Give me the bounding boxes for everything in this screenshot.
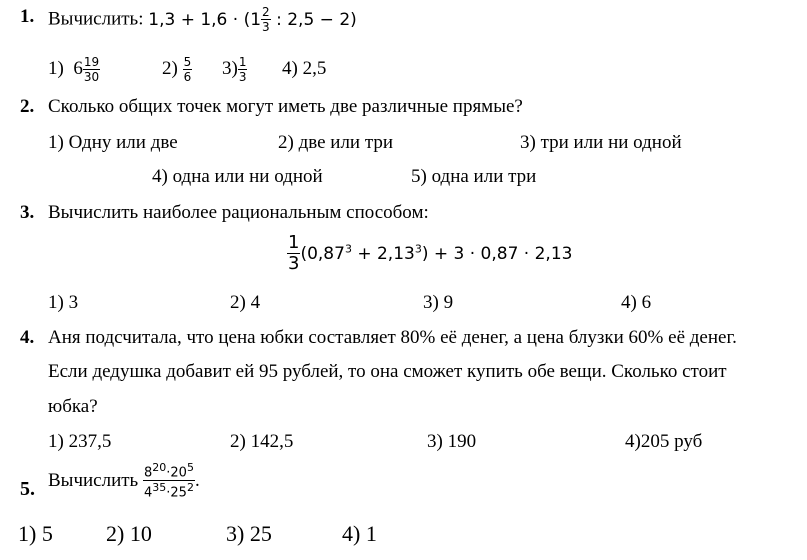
q3-text: Вычислить наиболее рациональным способом: [48, 202, 429, 223]
q3-number: 3. [20, 202, 35, 223]
q5-num-a-exp: 20 [152, 461, 167, 474]
q3-exp-b: 3 [414, 242, 422, 256]
q4-line-1: Аня подсчитала, что цена юбки составляет 80% её денег, а цена блузки 60% её денег. [48, 327, 737, 348]
q1-opt2-den: 6 [183, 70, 192, 84]
q5-option-4: 4) 1 [342, 521, 377, 546]
q1-opt3-den: 3 [238, 70, 247, 84]
q2-text: Сколько общих точек могут иметь две различные прямые? [48, 96, 523, 117]
q1-expr-start: 1,3 + 1,6 · (1 [148, 9, 262, 30]
q1-number: 1. [20, 6, 35, 27]
q1-option-1 [48, 56, 100, 83]
q1-opt3-fraction [238, 56, 248, 83]
q2-option-4: 4) одна или ни одной [152, 166, 323, 187]
q1-opt1-den: 30 [83, 70, 100, 84]
q1-opt1-fraction [83, 56, 100, 83]
q5-den-b: ·25 [166, 485, 187, 501]
q1-opt2-num: 5 [183, 55, 192, 69]
q1-mixed-fraction [261, 6, 271, 33]
q1-opt2-fraction [183, 56, 193, 83]
q5-den-a: 4 [143, 485, 153, 501]
q4-option-2: 2) 142,5 [230, 431, 294, 452]
q1-opt2-label: 2) [162, 57, 178, 79]
q5-option-1: 1) 5 [18, 521, 53, 546]
q2-option-2: 2) две или три [278, 132, 394, 153]
q2-option-1: 1) Одну или две [48, 132, 178, 153]
q3-frac-den: 3 [288, 253, 300, 274]
q5-option-3: 3) 25 [226, 521, 272, 546]
q1-opt1-label: 1) [48, 57, 64, 79]
q3-expr-a: (0,87 [300, 244, 345, 265]
q3-option-1: 1) 3 [48, 292, 79, 313]
q4-line-3: юбка? [48, 396, 98, 417]
q5-num-a: 8 [143, 465, 153, 481]
q4-number: 4. [20, 327, 35, 348]
q3-expr-b: + 2,13 [351, 244, 415, 265]
q4-option-4: 4)205 руб [625, 431, 703, 452]
q1-expression [148, 5, 357, 34]
q3-exp-a: 3 [344, 242, 352, 256]
q5-fraction [143, 462, 195, 500]
q5-den-b-exp: 2 [186, 481, 194, 495]
q5-denominator [143, 481, 195, 499]
q4-option-3: 3) 190 [427, 431, 477, 452]
q1-line [48, 6, 357, 33]
q3-expression [287, 234, 572, 273]
q5-number: 5. [20, 478, 35, 500]
q5-num-b: ·20 [166, 465, 187, 481]
q2-option-3: 3) три или ни одной [520, 132, 682, 153]
q1-mixed-den: 3 [262, 20, 270, 34]
q1-mixed-num: 2 [262, 5, 270, 19]
q3-option-2: 2) 4 [230, 292, 261, 313]
q1-expr-end: : 2,5 − 2) [276, 9, 357, 30]
q5-num-b-exp: 5 [186, 461, 194, 474]
q1-opt3-label: 3) [222, 57, 238, 79]
q3-option-3: 3) 9 [423, 292, 454, 313]
q1-opt3-num: 1 [238, 55, 247, 69]
q2-number: 2. [20, 96, 35, 117]
q5-line [48, 462, 200, 500]
q3-frac-num: 1 [288, 232, 300, 253]
q3-option-4: 4) 6 [621, 292, 652, 313]
q5-option-2: 2) 10 [106, 521, 152, 546]
q5-den-a-exp: 35 [152, 481, 167, 495]
q5-dot: . [194, 469, 200, 491]
q2-option-5: 5) одна или три [411, 166, 537, 187]
q1-opt1-num: 19 [83, 55, 100, 69]
q4-line-2: Если дедушка добавит ей 95 рублей, то она сможет купить обе вещи. Сколько стоит [48, 361, 727, 382]
q1-prompt: Вычислить: [48, 8, 144, 30]
q5-numerator [143, 462, 195, 481]
q1-option-2 [162, 56, 192, 83]
q4-option-1: 1) 237,5 [48, 431, 112, 452]
q1-option-3 [222, 56, 247, 83]
q3-fraction [287, 234, 300, 273]
q5-prompt: Вычислить [48, 469, 139, 491]
q1-option-4: 4) 2,5 [282, 58, 327, 79]
q1-opt1-whole: 6 [73, 57, 83, 79]
q3-expr-c: ) + 3 · 0,87 · 2,13 [421, 244, 573, 265]
